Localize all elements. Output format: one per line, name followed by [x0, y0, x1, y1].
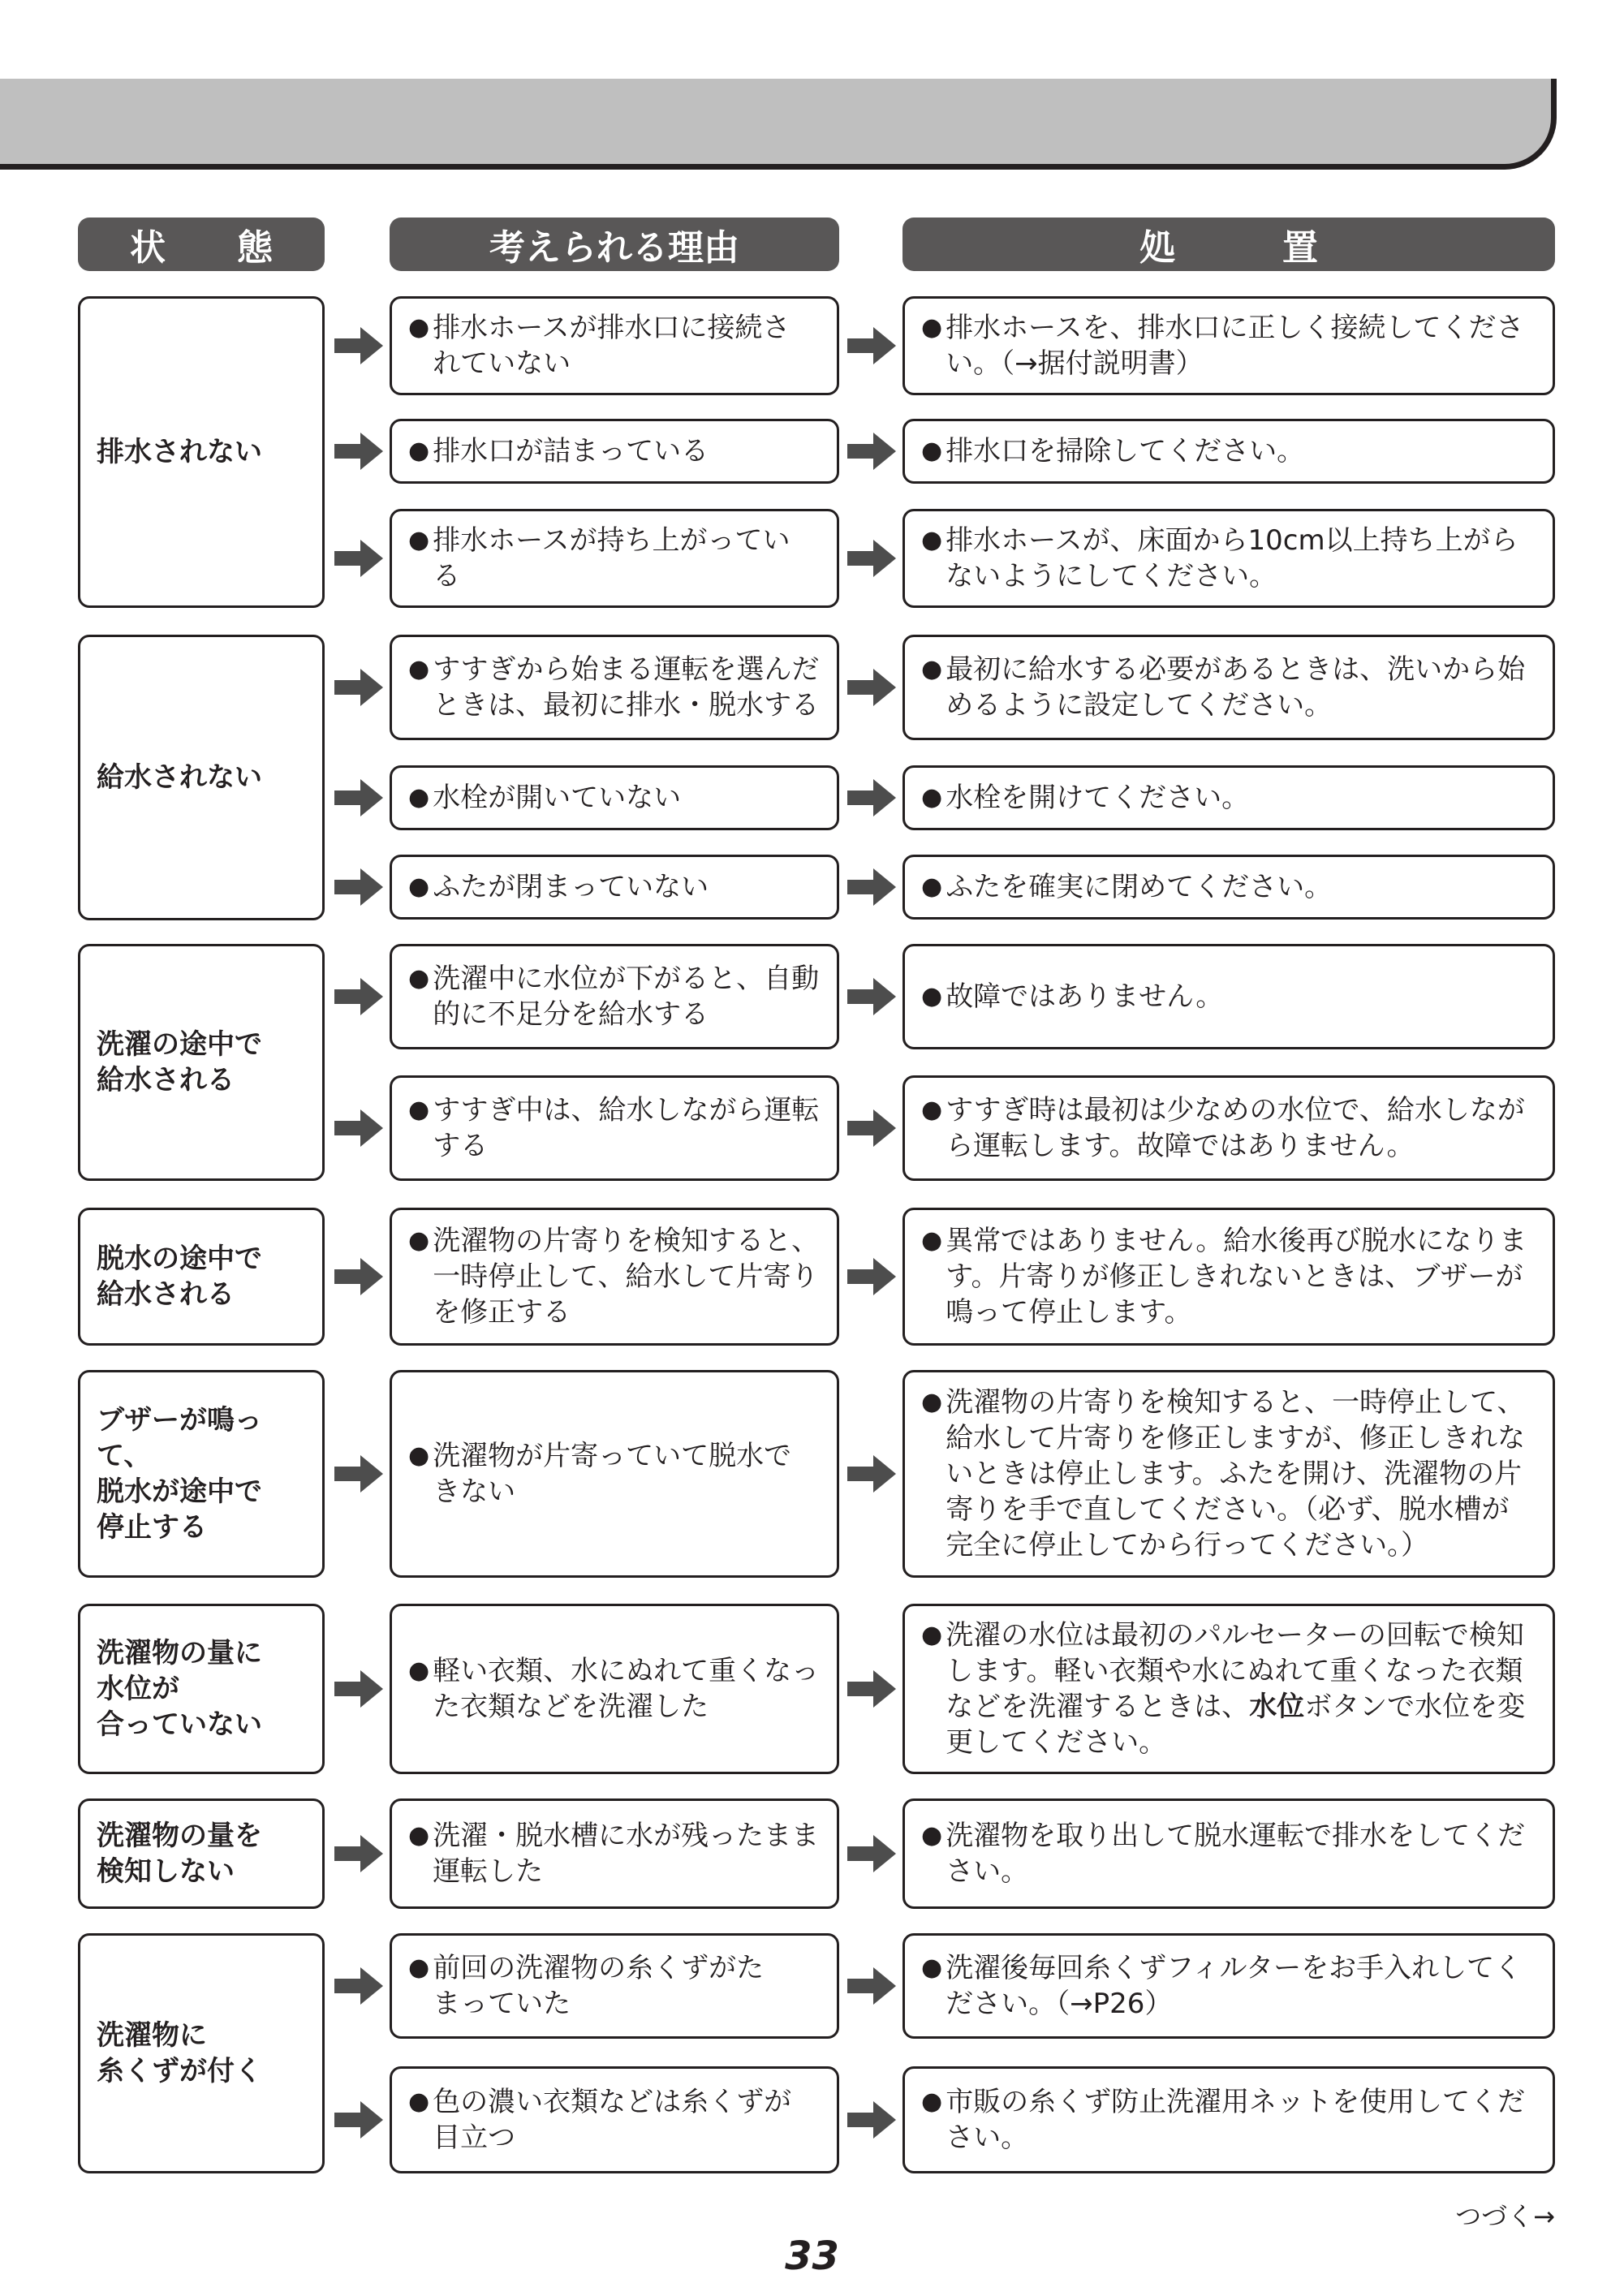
state-cell: ブザーが鳴って、 脱水が途中で 停止する: [78, 1370, 325, 1578]
arrow-right-icon: [334, 976, 383, 1017]
arrow-right-icon: [847, 1966, 896, 2006]
bullet-icon: ●: [921, 655, 943, 683]
arrow-right-icon: [334, 667, 383, 708]
bullet-icon: ●: [408, 437, 430, 465]
state-cell: 洗濯物の量に 水位が 合っていない: [78, 1604, 325, 1774]
bullet-icon: ●: [408, 1954, 430, 1982]
reason-cell: ● すすぎ中は、給水しながら運転 する: [390, 1075, 839, 1181]
arrow-right-icon: [334, 325, 383, 366]
action-cell: ● 故障ではありません。: [902, 944, 1555, 1049]
arrow-right-icon: [334, 1833, 383, 1874]
bullet-icon: ●: [408, 526, 430, 554]
reason-cell: ● 水栓が開いていない: [390, 765, 839, 830]
bullet-icon: ●: [408, 1096, 430, 1124]
bullet-icon: ●: [408, 1441, 430, 1470]
bullet-icon: ●: [408, 964, 430, 993]
action-cell: ● 異常ではありません。給水後再び脱水になりま す。片寄りが修正しきれないときは、ブザーが 鳴って停止します。: [902, 1208, 1555, 1346]
bullet-icon: ●: [408, 2087, 430, 2116]
bullet-icon: ●: [921, 437, 943, 465]
water-level-button-name: 水位: [1249, 1691, 1305, 1723]
page-number: 33: [785, 2234, 839, 2279]
action-cell: ● 洗濯物の片寄りを検知すると、一時停止して、 給水して片寄りを修正しますが、修正しきれな いときは停止します。ふたを開け、洗濯物の片 寄りを手で直してください。（必ず、脱水槽が 完全に停止してから行ってください。）: [902, 1370, 1555, 1578]
state-cell: 排水されない: [78, 296, 325, 608]
arrow-right-icon: [847, 2100, 896, 2140]
bullet-icon: ●: [408, 1656, 430, 1685]
reason-cell: ● 排水口が詰まっている: [390, 419, 839, 484]
arrow-right-icon: [847, 667, 896, 708]
reason-cell: ● 洗濯物の片寄りを検知すると、 一時停止して、給水して片寄り を修正する: [390, 1208, 839, 1346]
arrow-right-icon: [847, 538, 896, 579]
arrow-right-icon: [334, 538, 383, 579]
bullet-icon: ●: [408, 1821, 430, 1850]
bullet-icon: ●: [408, 655, 430, 683]
arrow-right-icon: [847, 431, 896, 472]
header-band: [0, 79, 1557, 170]
bullet-icon: ●: [921, 1821, 943, 1850]
reason-cell: ● 軽い衣類、水にぬれて重くなっ た衣類などを洗濯した: [390, 1604, 839, 1774]
reason-cell: ● 洗濯・脱水槽に水が残ったまま 運転した: [390, 1798, 839, 1909]
bullet-icon: ●: [921, 313, 943, 342]
arrow-right-icon: [847, 1256, 896, 1297]
state-cell: 洗濯物の量を 検知しない: [78, 1798, 325, 1909]
reason-cell: ● 洗濯中に水位が下がると、自動 的に不足分を給水する: [390, 944, 839, 1049]
arrow-right-icon: [847, 1833, 896, 1874]
state-cell: 給水されない: [78, 635, 325, 920]
arrow-right-icon: [334, 1454, 383, 1494]
reason-cell: ● 洗濯物が片寄っていて脱水で きない: [390, 1370, 839, 1578]
reason-cell: ● 排水ホースが持ち上がってい る: [390, 509, 839, 608]
action-cell: ● 市販の糸くず防止洗濯用ネットを使用してくだ さい。: [902, 2066, 1555, 2173]
action-cell: ● 洗濯後毎回糸くずフィルターをお手入れしてく ださい。（→P26）: [902, 1933, 1555, 2039]
column-header-state: 状 態: [78, 218, 325, 271]
action-cell: ● 最初に給水する必要があるときは、洗いから始 めるように設定してください。: [902, 635, 1555, 740]
arrow-right-icon: [847, 1669, 896, 1709]
arrow-right-icon: [334, 2100, 383, 2140]
reason-cell: ● 色の濃い衣類などは糸くずが 目立つ: [390, 2066, 839, 2173]
arrow-right-icon: [334, 1669, 383, 1709]
bullet-icon: ●: [408, 783, 430, 812]
arrow-right-icon: [847, 325, 896, 366]
bullet-icon: ●: [408, 313, 430, 342]
arrow-right-icon: [334, 778, 383, 818]
bullet-icon: ●: [408, 872, 430, 901]
reason-cell: ● ふたが閉まっていない: [390, 855, 839, 920]
arrow-right-icon: [847, 1454, 896, 1494]
bullet-icon: ●: [921, 783, 943, 812]
arrow-right-icon: [334, 1256, 383, 1297]
bullet-icon: ●: [921, 1226, 943, 1255]
column-header-action: 処 置: [902, 218, 1555, 271]
bullet-icon: ●: [921, 2087, 943, 2116]
column-header-reason: 考えられる理由: [390, 218, 839, 271]
bullet-icon: ●: [921, 982, 943, 1010]
action-cell: ● 洗濯の水位は最初のパルセーターの回転で検知 します。軽い衣類や水にぬれて重くなった衣類 などを洗濯するときは、水位ボタンで水位を変 更してください。: [902, 1604, 1555, 1774]
arrow-right-icon: [847, 976, 896, 1017]
bullet-icon: ●: [921, 872, 943, 901]
bullet-icon: ●: [408, 1226, 430, 1255]
state-cell: 脱水の途中で 給水される: [78, 1208, 325, 1346]
action-cell: ● 排水ホースを、排水口に正しく接続してくださ い。（→据付説明書）: [902, 296, 1555, 395]
bullet-icon: ●: [921, 1954, 943, 1982]
state-cell: 洗濯の途中で 給水される: [78, 944, 325, 1181]
state-cell: 洗濯物に 糸くずが付く: [78, 1933, 325, 2173]
arrow-right-icon: [334, 867, 383, 907]
reason-cell: ● 排水ホースが排水口に接続さ れていない: [390, 296, 839, 395]
bullet-icon: ●: [921, 1096, 943, 1124]
action-cell: ● 洗濯物を取り出して脱水運転で排水をしてくだ さい。: [902, 1798, 1555, 1909]
action-cell: ● すすぎ時は最初は少なめの水位で、給水しなが ら運転します。故障ではありません。: [902, 1075, 1555, 1181]
action-cell: ● 排水ホースが、床面から10cm以上持ち上がら ないようにしてください。: [902, 509, 1555, 608]
arrow-right-icon: [334, 1108, 383, 1148]
action-cell: ● 排水口を掃除してください。: [902, 419, 1555, 484]
reason-cell: ● 前回の洗濯物の糸くずがた まっていた: [390, 1933, 839, 2039]
arrow-right-icon: [334, 431, 383, 472]
arrow-right-icon: [847, 1108, 896, 1148]
arrow-right-icon: [847, 867, 896, 907]
bullet-icon: ●: [921, 526, 943, 554]
bullet-icon: ●: [921, 1388, 943, 1416]
arrow-right-icon: [334, 1966, 383, 2006]
arrow-right-icon: [847, 778, 896, 818]
action-cell: ● 水栓を開けてください。: [902, 765, 1555, 830]
continued-label: つづく→: [1455, 2201, 1555, 2232]
bullet-icon: ●: [921, 1621, 943, 1649]
action-cell: ● ふたを確実に閉めてください。: [902, 855, 1555, 920]
reason-cell: ● すすぎから始まる運転を選んだ ときは、最初に排水・脱水する: [390, 635, 839, 740]
